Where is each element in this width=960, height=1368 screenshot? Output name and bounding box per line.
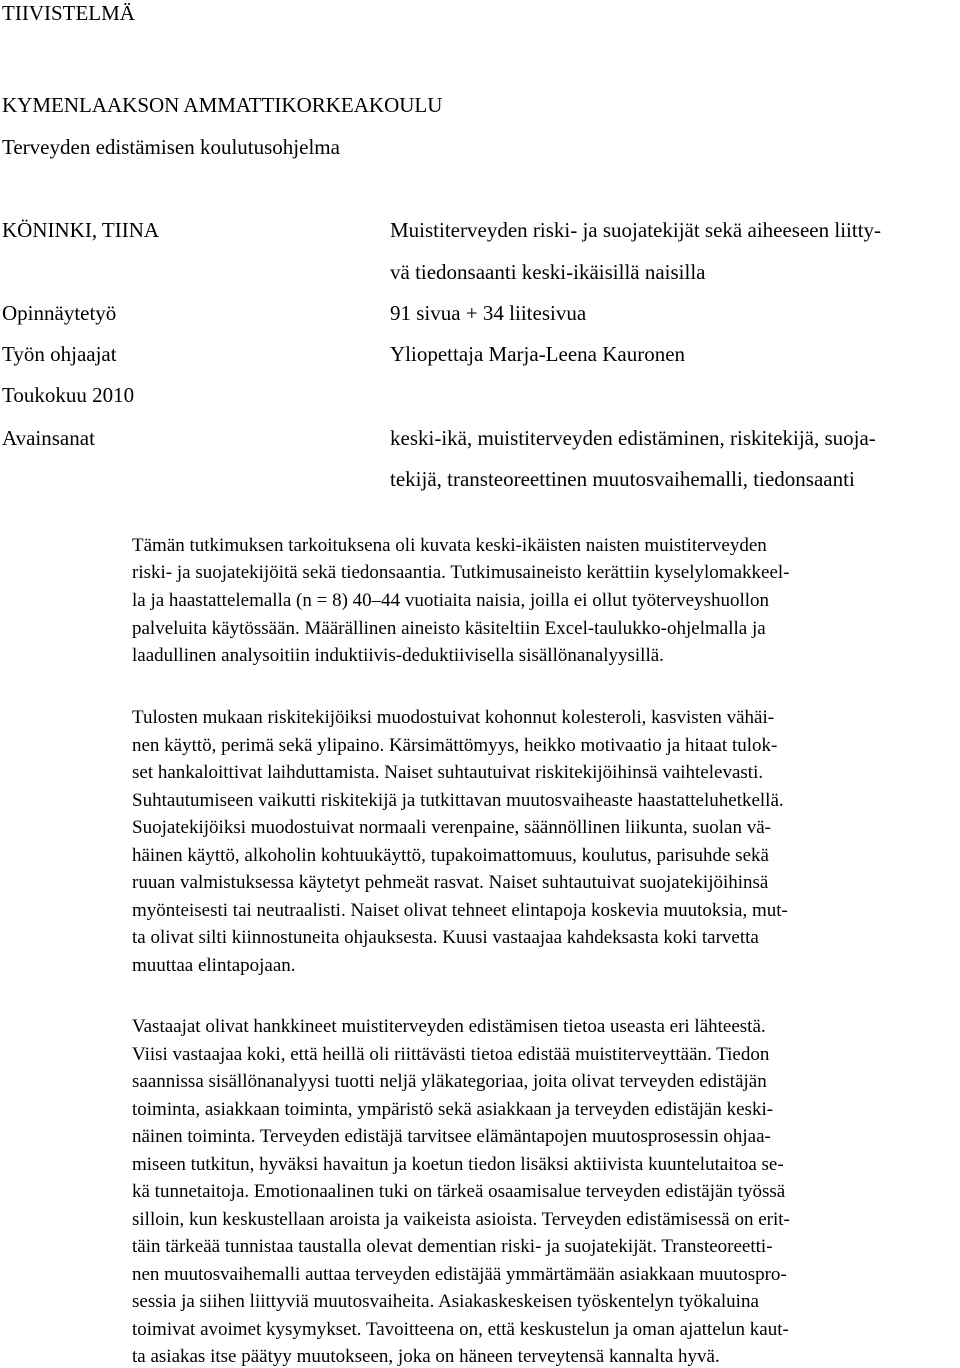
supervisor-label: Työn ohjaajat — [2, 342, 117, 366]
abstract-line: ta asiakas itse päätyy muutokseen, joka on häneen terveytensä kannalta hyvä. — [132, 1346, 720, 1367]
abstract-line: ruuan valmistuksessa käytetyt pehmeät rasvat. Naiset suhtautuivat suojatekijöihinsä — [132, 872, 769, 893]
abstract-line: la ja haastattelemalla (n = 8) 40–44 vuotiaita naisia, joilla ei ollut työterveyshuollon — [132, 590, 770, 611]
date-label: Toukokuu 2010 — [2, 383, 135, 407]
thesis-type-label: Opinnäytetyö — [2, 301, 117, 325]
abstract-line: Tulosten mukaan riskitekijöiksi muodostuivat kohonnut kolesteroli, kasvisten vähäi- — [132, 707, 775, 728]
keywords-line: tekijä, transteoreettinen muutosvaihemalli, tiedonsaanti — [390, 467, 855, 491]
thesis-title-line: Muistiterveyden riski- ja suojatekijät sekä aiheeseen liitty- — [390, 218, 882, 242]
abstract-line: muuttaa elintapojaan. — [132, 955, 296, 976]
page-heading: TIIVISTELMÄ — [2, 1, 135, 25]
abstract-line: myönteisesti tai neutraalisti. Naiset olivat tehneet elintapoja koskevia muutoksia, mut- — [132, 900, 788, 921]
thesis-title-line: vä tiedonsaanti keski-ikäisillä naisilla — [390, 260, 706, 284]
supervisor-name: Yliopettaja Marja-Leena Kauronen — [390, 342, 686, 366]
abstract-line: palveluita käytössään. Määrällinen aineisto käsiteltiin Excel-taulukko-ohjelmalla ja — [132, 618, 766, 639]
abstract-line: toimivat avoimet kysymykset. Tavoitteena on, että keskustelun ja oman ajattelun kaut- — [132, 1319, 789, 1340]
abstract-line: set hankaloittivat laihduttamista. Naiset suhtautuivat riskitekijöihinsä vaihtelevasti. — [132, 762, 764, 783]
abstract-line: näinen toiminta. Terveyden edistäjä tarvitsee elämäntapojen muutosprosessin ohjaa- — [132, 1126, 771, 1147]
author-name: KÖNINKI, TIINA — [2, 218, 160, 242]
abstract-line: miseen tutkitun, hyväksi havaitun ja koetun tiedon lisäksi aktiivista kuuntelutaitoa se- — [132, 1154, 784, 1175]
keywords-line: keski-ikä, muistiterveyden edistäminen, riskitekijä, suoja- — [390, 426, 876, 450]
abstract-line: Suojatekijöiksi muodostuivat normaali verenpaine, säännöllinen liikunta, suolan vä- — [132, 817, 772, 838]
abstract-line: riski- ja suojatekijöitä sekä tiedonsaantia. Tutkimusaineisto kerättiin kyselylomakkeel- — [132, 562, 790, 583]
abstract-line: häinen käyttö, alkoholin kohtuukäyttö, tupakoimattomuus, koulutus, parisuhde sekä — [132, 845, 769, 866]
abstract-line: täin tärkeää tunnistaa taustalla olevat dementian riski- ja suojatekijät. Transteoreetti- — [132, 1236, 773, 1257]
keywords-label: Avainsanat — [2, 426, 95, 450]
abstract-line: toiminta, asiakkaan toiminta, ympäristö sekä asiakkaan ja terveyden edistäjän keski- — [132, 1099, 774, 1120]
abstract-line: kä tunnetaitoja. Emotionaalinen tuki on tärkeä osaamisalue terveyden edistäjän työssä — [132, 1181, 786, 1202]
abstract-line: nen muutosvaihemalli auttaa terveyden edistäjää ymmärtämään asiakkaan muutospro- — [132, 1264, 787, 1285]
abstract-line: nen käyttö, perimä sekä ylipaino. Kärsimättömyys, heikko motivaatio ja hitaat tulok- — [132, 735, 778, 756]
abstract-line: Suhtautumiseen vaikutti riskitekijä ja tutkittavan muutosvaiheaste haastatteluhetkellä. — [132, 790, 784, 811]
abstract-line: sessia ja siihen liittyviä muutosvaiheita. Asiakaskeskeisen työskentelyn työkaluina — [132, 1291, 759, 1312]
abstract-line: ta olivat silti kiinnostuneita ohjauksesta. Kuusi vastaajaa kahdeksasta koki tarvetta — [132, 927, 759, 948]
abstract-line: silloin, kun keskustellaan aroista ja vaikeista asioista. Terveyden edistämisessä on erit- — [132, 1209, 790, 1230]
page-count: 91 sivua + 34 liitesivua — [390, 301, 587, 325]
abstract-line: Viisi vastaajaa koki, että heillä oli riittävästi tietoa edistää muistiterveyttään. Tiedon — [132, 1044, 770, 1065]
abstract-line: Vastaajat olivat hankkineet muistiterveyden edistämisen tietoa useasta eri lähteestä. — [132, 1016, 766, 1037]
abstract-line: laadullinen analysoitiin induktiivis-deduktiivisella sisällönanalyysillä. — [132, 645, 664, 666]
school-name: KYMENLAAKSON AMMATTIKORKEAKOULU — [2, 93, 443, 117]
abstract-line: saannissa sisällönanalyysi tuotti neljä yläkategoriaa, joita olivat terveyden edistäjän — [132, 1071, 767, 1092]
abstract-line: Tämän tutkimuksen tarkoituksena oli kuvata keski-ikäisten naisten muistiterveyden — [132, 535, 767, 556]
program-name: Terveyden edistämisen koulutusohjelma — [2, 135, 340, 159]
